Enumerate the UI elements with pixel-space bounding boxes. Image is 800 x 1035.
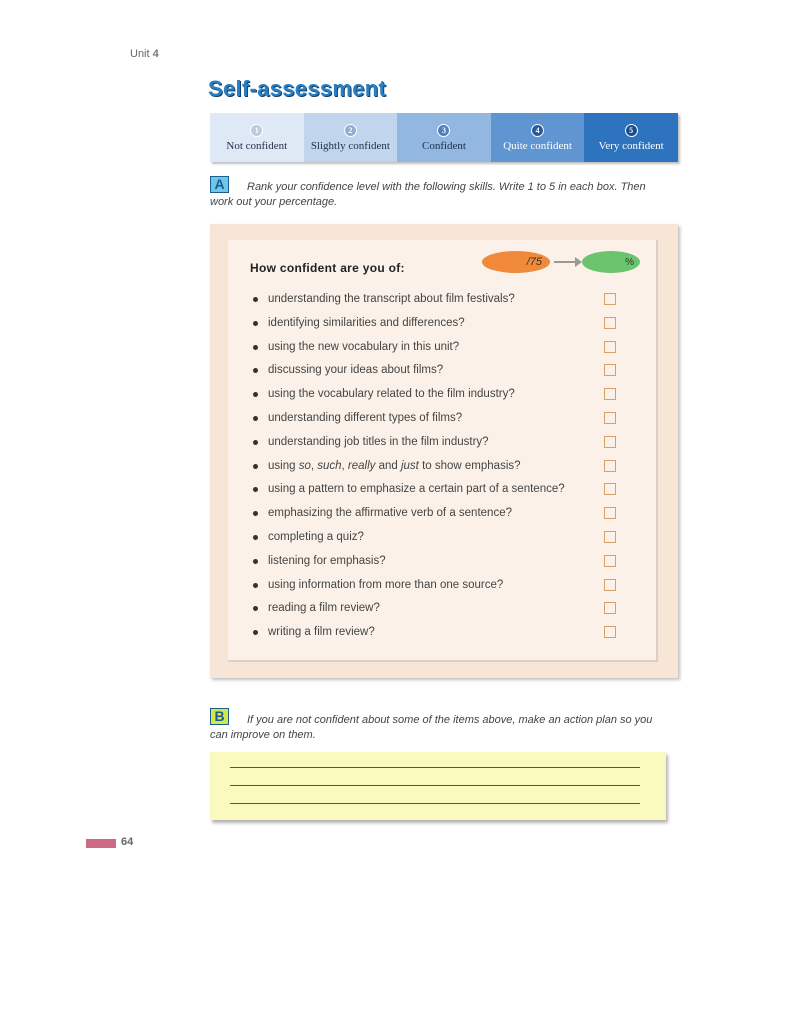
scale-cell-4 [491, 113, 585, 162]
question-heading: How confident are you of: [250, 261, 405, 275]
list-item: discussing your ideas about films? [250, 360, 620, 384]
scale-cell-1 [210, 113, 304, 162]
list-item: listening for emphasis? [250, 551, 620, 575]
skill-list [250, 289, 620, 646]
rating-box[interactable] [604, 412, 616, 424]
score-total-label: /75 [526, 256, 542, 268]
rating-box[interactable] [604, 436, 616, 448]
list-item: completing a quiz? [250, 527, 620, 551]
rating-box[interactable] [604, 507, 616, 519]
unit-label [130, 48, 159, 60]
item-text: , [341, 459, 348, 472]
rating-box[interactable] [604, 531, 616, 543]
list-item: emphasizing the affirmative verb of a sentence? [250, 503, 620, 527]
item-text: and [375, 459, 401, 472]
list-item: understanding the transcript about film festivals? [250, 289, 620, 313]
scale-label-1: Not confident [226, 139, 288, 152]
confidence-scale [210, 113, 678, 162]
scale-label-2: Slightly confident [310, 139, 390, 152]
writing-line [230, 785, 640, 786]
rating-box[interactable] [604, 293, 616, 305]
list-item: writing a film review? [250, 622, 620, 646]
item-emphasis-word: so [298, 459, 311, 472]
scale-number-5: 5 [625, 124, 638, 137]
writing-line [230, 803, 640, 804]
section-b-instruction: If you are not confident about some of the items above, make an action plan so you can improve on them. [210, 714, 653, 741]
list-item: using the vocabulary related to the film industry? [250, 384, 620, 408]
rating-box[interactable] [604, 626, 616, 638]
rating-box[interactable] [604, 602, 616, 614]
score-total-field[interactable] [482, 251, 550, 273]
list-item: understanding job titles in the film industry? [250, 432, 620, 456]
unit-prefix: Unit [130, 48, 150, 60]
rating-box[interactable] [604, 579, 616, 591]
percent-sign: % [625, 257, 634, 268]
section-a-instruction: Rank your confidence level with the following skills. Write 1 to 5 in each box. Then work out your percentage. [210, 181, 646, 208]
rating-box[interactable] [604, 364, 616, 376]
list-item: using a pattern to emphasize a certain part of a sentence? [250, 479, 620, 503]
scale-number-1: 1 [250, 124, 263, 137]
item-text: to show emphasis? [418, 459, 521, 472]
page-number-bar [86, 839, 116, 848]
item-text: using [268, 459, 299, 472]
rating-checkboxes [604, 293, 618, 650]
rating-box[interactable] [604, 317, 616, 329]
section-a-letter: A [210, 176, 229, 193]
section-b-letter: B [210, 708, 229, 725]
list-item: reading a film review? [250, 598, 620, 622]
rating-box[interactable] [604, 388, 616, 400]
rating-box[interactable] [604, 460, 616, 472]
scale-label-4: Quite confident [503, 139, 572, 152]
rating-box[interactable] [604, 483, 616, 495]
rating-box[interactable] [604, 341, 616, 353]
page-number: 64 [121, 836, 134, 848]
scale-label-3: Confident [421, 139, 466, 152]
scale-number-2: 2 [344, 124, 357, 137]
scale-cell-5 [584, 113, 678, 162]
list-item: identifying similarities and differences? [250, 313, 620, 337]
percentage-field[interactable] [582, 251, 640, 273]
unit-number: 4 [152, 48, 159, 60]
item-text: , [310, 459, 318, 472]
item-emphasis-word: such [317, 459, 342, 472]
scale-cell-3 [397, 113, 491, 162]
scale-cell-2 [304, 113, 398, 162]
list-item: using information from more than one source? [250, 575, 620, 599]
page-title: Self-assessment [208, 76, 387, 101]
rating-box[interactable] [604, 555, 616, 567]
scale-number-4: 4 [531, 124, 544, 137]
list-item [250, 456, 620, 480]
writing-line [230, 767, 640, 768]
item-emphasis-word: really [347, 459, 376, 472]
action-plan-note[interactable] [210, 752, 666, 820]
scale-label-5: Very confident [598, 139, 664, 152]
item-emphasis-word: just [400, 459, 419, 472]
scale-number-3: 3 [437, 124, 450, 137]
arrow-right-icon [553, 254, 583, 270]
list-item: using the new vocabulary in this unit? [250, 337, 620, 361]
list-item: understanding different types of films? [250, 408, 620, 432]
